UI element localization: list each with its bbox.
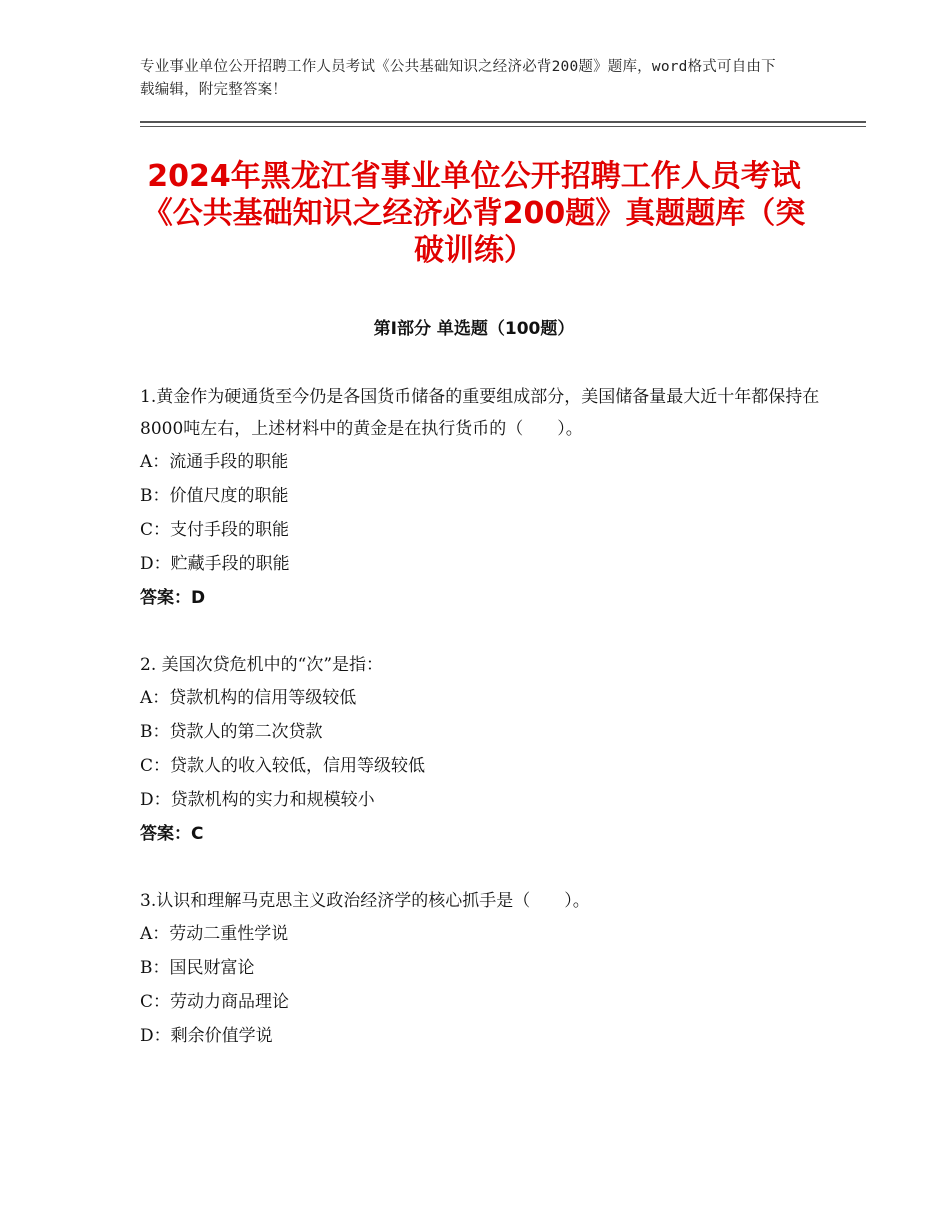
question-2 [140,649,820,851]
question-stem: 3.认识和理解马克思主义政治经济学的核心抓手是（ ）。 [140,891,590,911]
option-a: A：贷款机构的信用等级较低 [140,688,357,708]
question-stem: 2. 美国次贷危机中的“次”是指： [140,655,384,675]
question-3 [140,885,820,1053]
option-d: D：贮藏手段的职能 [140,554,290,574]
header-divider-thick [140,121,866,123]
option-d: D：剩余价值学说 [140,1026,273,1046]
option-a: A：劳动二重性学说 [140,924,289,944]
option-a: A：流通手段的职能 [140,452,289,472]
header-divider-thin [140,126,866,127]
header-note: 专业事业单位公开招聘工作人员考试《公共基础知识之经济必背200题》题库，word格式可自由下载编辑，附完整答案！ [140,59,776,98]
question-list [140,381,820,1087]
document-title: 2024年黑龙江省事业单位公开招聘工作人员考试《公共基础知识之经济必背200题》真题题库（突破训练） [142,159,806,268]
option-c: C：劳动力商品理论 [140,992,290,1012]
option-b: B：国民财富论 [140,958,255,978]
question-stem: 1.黄金作为硬通货至今仍是各国货币储备的重要组成部分，美国储备量最大近十年都保持在8000吨左右，上述材料中的黄金是在执行货币的（ ）。 [140,387,820,439]
option-c: C：支付手段的职能 [140,520,290,540]
option-c: C：贷款人的收入较低，信用等级较低 [140,756,426,776]
answer: 答案：D [140,588,206,608]
option-b: B：价值尺度的职能 [140,486,289,506]
option-b: B：贷款人的第二次贷款 [140,722,323,742]
answer: 答案：C [140,824,204,844]
section-heading: 第Ⅰ部分 单选题（100题） [373,319,575,339]
option-d: D：贷款机构的实力和规模较小 [140,790,375,810]
question-1 [140,381,820,615]
